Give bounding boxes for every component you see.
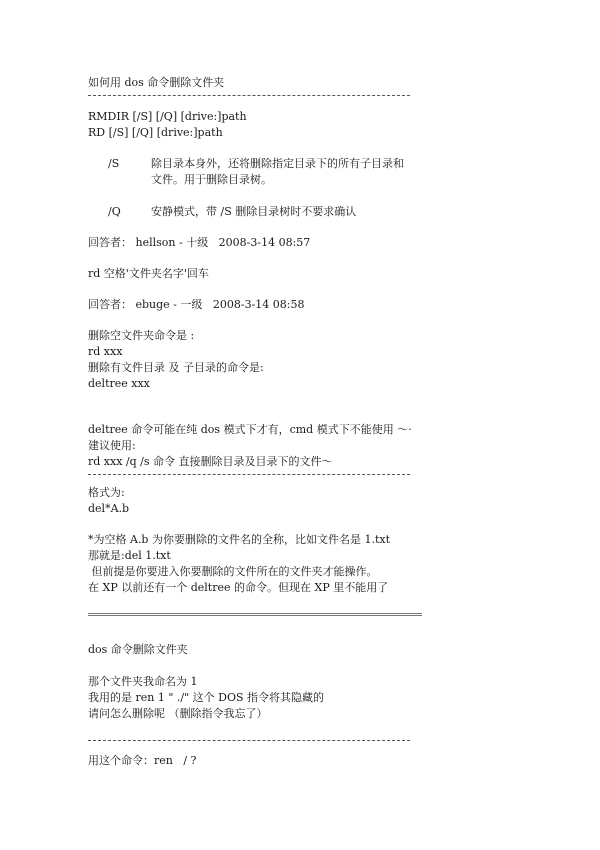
note-line: deltree 命令可能在纯 dos 模式下才有，cmd 模式下不能使用 ～·: [88, 423, 412, 436]
format-line: 但前提是你要进入你要删除的文件所在的文件夹才能操作。: [88, 565, 378, 578]
answer-2-line: rd xxx: [88, 345, 123, 358]
question-2-line: 那个文件夹我命名为 1: [88, 675, 198, 688]
question-2-line: 我用的是 ren 1 " ./" 这个 DOS 指令将其隐藏的: [88, 691, 325, 704]
question-2-title: dos 命令删除文件夹: [88, 643, 188, 656]
option-q-description: 安静模式，带 /S 删除目录树时不要求确认: [151, 205, 357, 218]
format-line: 那就是:del 1.txt: [88, 549, 171, 562]
format-line: *为空格 A.b 为你要删除的文件名的全称，比如文件名是 1.txt: [88, 533, 391, 546]
option-s-flag: /S: [108, 157, 120, 170]
dashed-divider: [88, 474, 410, 475]
answer-1-body: rd 空格'文件夹名字'回车: [88, 267, 209, 280]
question-2-line: 请问怎么删除呢 （删除指令我忘了）: [88, 707, 268, 720]
format-line: 在 XP 以前还有一个 deltree 的命令。但现在 XP 里不能用了: [88, 581, 389, 594]
answer-3-line: 用这个命令：ren / ?: [88, 754, 197, 767]
option-s-description-2: 文件。用于删除目录树。: [151, 173, 272, 186]
dashed-divider: [88, 740, 410, 741]
answer-1-meta: 回答者： hellson - 十级 2008-3-14 08:57: [88, 236, 311, 249]
note-line: 建议使用:: [88, 439, 136, 452]
answer-2-line: deltree xxx: [88, 377, 150, 390]
double-divider: [88, 613, 422, 616]
answer-2-meta: 回答者： ebuge - 一级 2008-3-14 08:58: [88, 298, 305, 311]
option-q-flag: /Q: [108, 205, 121, 218]
page-title: 如何用 dos 命令删除文件夹: [88, 76, 225, 89]
format-line: 格式为:: [88, 486, 125, 499]
answer-2-line: 删除有文件目录 及 子目录的命令是:: [88, 361, 264, 374]
format-line: del*A.b: [88, 502, 130, 515]
syntax-line-rmdir: RMDIR [/S] [/Q] [drive:]path: [88, 110, 247, 123]
answer-2-line: 删除空文件夹命令是 :: [88, 329, 195, 342]
note-line: rd xxx /q /s 命令 直接删除目录及目录下的文件～: [88, 455, 333, 468]
option-s-description-1: 除目录本身外，还将删除指定目录下的所有子目录和: [151, 157, 404, 170]
dashed-divider: [88, 95, 410, 96]
syntax-line-rd: RD [/S] [/Q] [drive:]path: [88, 126, 223, 139]
